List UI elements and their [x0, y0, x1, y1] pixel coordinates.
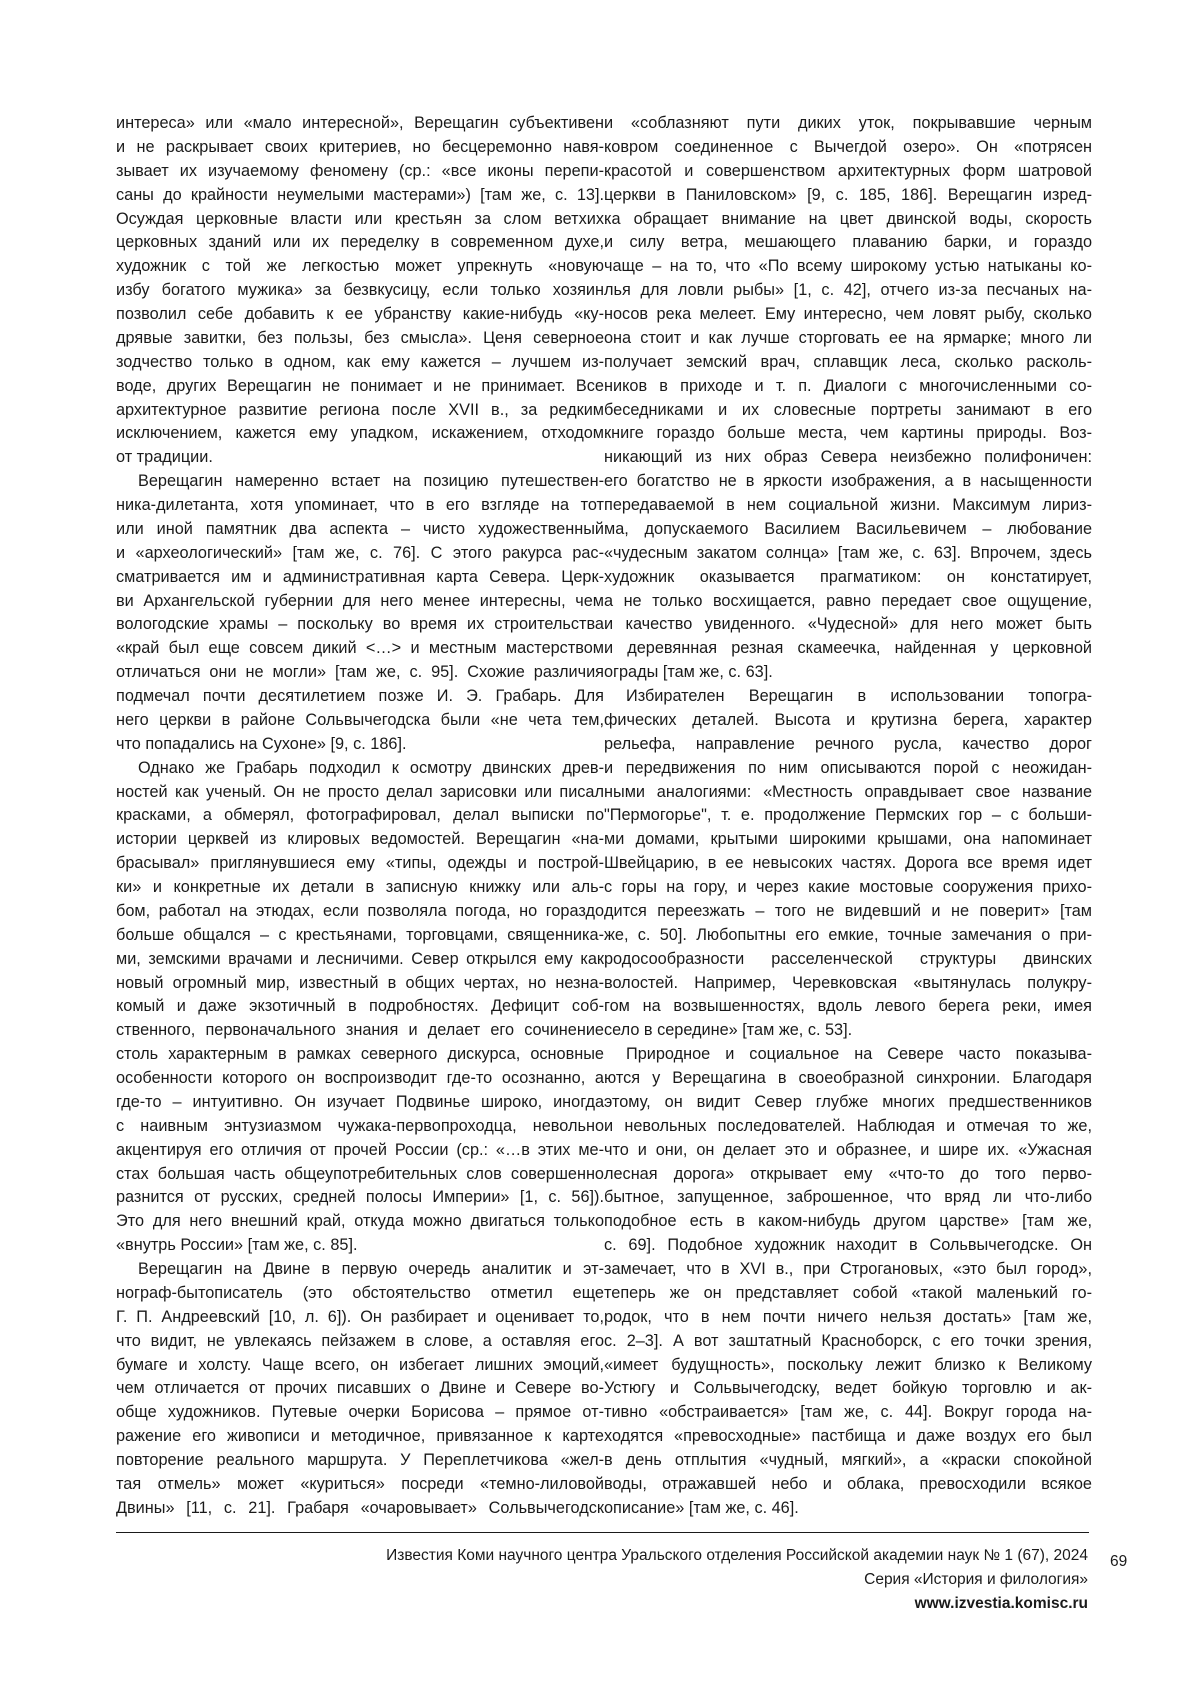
text-line: воды, отражавшей небо и облака, превосходили всякое — [604, 1474, 1092, 1493]
text-line: теперь же он представляет собой «такой маленький го- — [604, 1283, 1092, 1302]
text-line: ностей как ученый. Он не просто делал зарисовки или писал — [116, 782, 604, 801]
text-line: обще художников. Путевые очерки Борисова – прямое от- — [116, 1403, 604, 1422]
text-line: "Пермогорье", т. е. продолжение Пермских гор – с больши- — [604, 806, 1092, 825]
text-line: ственного, первоначального знания и делает его сочинение — [116, 1021, 604, 1040]
text-line: с. 69]. Подобное художник находит в Сольвычегодске. Он — [604, 1236, 1092, 1255]
text-line: вологодские храмы – поскольку во время их строительства — [116, 615, 604, 634]
text-line: ражение его живописи и методичное, привязанное к карте — [116, 1427, 604, 1446]
text-line: красотой и совершенством архитектурных форм шатровой — [604, 161, 1092, 180]
text-line: подобное есть в каком-нибудь другом царстве» [там же, — [604, 1212, 1092, 1231]
text-line: ма, допускаемого Василием Васильевичем – любование — [604, 519, 1092, 538]
text-line: от традиции. — [116, 448, 213, 467]
text-line: книге гораздо больше места, чем картины природы. Воз- — [604, 424, 1092, 443]
text-line: ви Архангельской губернии для него менее интересны, чем — [116, 591, 604, 610]
text-line: «чудесным закатом солнца» [там же, с. 63]. Впрочем, здесь — [604, 543, 1092, 562]
text-line: ников в приходе и т. п. Диалоги с многочисленными со- — [604, 376, 1092, 395]
text-line: ковром соединенное с Вычегдой озеро». Он «потрясен — [604, 137, 1092, 156]
text-line: Верещагин на Двине в первую очередь аналитик и эт- — [138, 1260, 604, 1278]
text-line: «внутрь России» [там же, с. 85]. — [116, 1236, 358, 1255]
footer-rule — [116, 1532, 1089, 1533]
text-line: описание» [там же, с. 46]. — [604, 1498, 799, 1517]
text-line: Г. П. Андреевский [10, л. 6]). Он разбирает и оценивает то, — [116, 1307, 604, 1326]
text-line: исключением, кажется ему упадком, искажением, отходом — [116, 424, 604, 443]
text-line: ходятся «превосходные» пастбища и даже воздух его был — [604, 1427, 1092, 1446]
text-line: и передвижения по ним описываются порой с неожидан- — [604, 758, 1092, 777]
text-line: с наивным энтузиазмом чужака-первопроходца, невольно — [116, 1116, 604, 1135]
text-line: получает земский врач, сплавщик леса, сколько расколь- — [604, 352, 1092, 371]
text-line: ки» и конкретные их детали в записную книжку или аль- — [116, 878, 604, 896]
text-line: передаваемой в нем социальной жизни. Максимум лириз- — [604, 496, 1092, 514]
text-line: рельефа, направление речного русла, качество дорог — [604, 734, 1092, 753]
text-line: Это для него внешний край, откуда можно двигаться только — [116, 1212, 604, 1231]
text-line: лесная дорога» открывает ему «что-то до того перво- — [604, 1164, 1092, 1183]
text-line: ника-дилетанта, хотя упоминает, что в его взгляде на тот — [116, 496, 604, 514]
page-number: 69 — [1110, 1553, 1128, 1570]
series-title: Серия «История и филология» — [864, 1571, 1088, 1588]
text-line: акцентируя его отличия от прочей России (ср.: «…в этих ме- — [116, 1140, 604, 1159]
text-line: Двины» [11, с. 21]. Грабаря «очаровывает» Сольвычегодск — [116, 1498, 604, 1517]
text-line: гом на возвышенностях, вдоль левого берега реки, имея — [604, 997, 1092, 1016]
text-line: брасывал» приглянувшиеся ему «типы, одежды и построй- — [116, 854, 604, 873]
text-line: истории церквей из клировых ведомостей. Верещагин «на- — [116, 830, 604, 849]
text-line: волостей. Например, Черевковская «вытянулась полукру- — [604, 973, 1092, 992]
journal-title: Известия Коми научного центра Уральского отделения Российской академии наук № 1 (67), 2024 — [386, 1547, 1088, 1564]
text-line: ными аналогиями: «Местность оправдывает свое название — [604, 782, 1092, 801]
text-line: что и они, он делает это и образнее, и шире их. «Ужасная — [604, 1140, 1092, 1159]
text-line: разнится от русских, средней полосы Империи» [1, с. 56]). — [116, 1188, 604, 1207]
text-column-left — [116, 112, 604, 1521]
text-line: с. 2–3]. А вот заштатный Красноборск, с его точки зрения, — [604, 1331, 1092, 1350]
text-line: бумаге и холсту. Чаще всего, он избегает лишних эмоций, — [116, 1355, 604, 1374]
text-column-right — [604, 112, 1092, 1521]
text-line: больше общался – с крестьянами, торговцами, священника- — [116, 925, 604, 944]
text-line: родосообразности расселенческой структуры двинских — [604, 949, 1092, 968]
text-line: с горы на гору, и через какие мостовые сооружения прихо- — [604, 878, 1092, 896]
text-line: отличаться они не могли» [там же, с. 95]. Схожие различия — [116, 663, 604, 682]
journal-url[interactable]: www.izvestia.komisc.ru — [914, 1595, 1088, 1612]
text-line: «край был еще совсем дикий <…> и местным мастерством — [116, 639, 604, 658]
text-line: же, с. 50]. Любопытны его емкие, точные замечания о при- — [604, 925, 1092, 944]
text-line: особенности которого он воспроизводит где-то осознанно, а — [116, 1069, 604, 1087]
text-line: художник оказывается прагматиком: он констатирует, — [604, 567, 1092, 586]
text-line: дрявые завитки, без пользы, без смысла». Ценя северное — [116, 328, 604, 347]
text-line: стах большая часть общеупотребительных слов совершенно — [116, 1164, 604, 1183]
text-line: повторение реального маршрута. У Переплетчикова «жел- — [116, 1451, 604, 1469]
text-line: беседниками и их словесные портреты занимают в его — [604, 400, 1092, 419]
text-line: ми домами, крытыми широкими крышами, она напоминает — [604, 830, 1092, 849]
text-line: Однако же Грабарь подходил к осмотру двинских древ- — [138, 758, 604, 777]
text-line: церкви в Паниловском» [9, с. 185, 186]. Верещагин изред- — [604, 185, 1092, 204]
text-line: его богатство не в яркости изображения, а в насыщенности — [604, 472, 1092, 491]
text-line: и качество увиденного. «Чудесной» для него может быть — [604, 615, 1092, 634]
text-line: Природное и социальное на Севере часто показыва- — [626, 1045, 1092, 1064]
text-line: чем отличается от прочих писавших о Двине и Севере во- — [116, 1379, 604, 1398]
text-line: позволил себе добавить к ее убранству какие-нибудь «ку- — [116, 305, 604, 323]
text-line: нограф-бытописатель (это обстоятельство отметил еще — [116, 1283, 604, 1302]
text-line: и деревянная резная скамеечка, найденная у церковной — [604, 639, 1092, 658]
text-line: избу богатого мужика» за безвкусицу, если только хозяин — [116, 281, 604, 300]
text-line: подмечал почти десятилетием позже И. Э. Грабарь. Для — [116, 687, 604, 705]
text-line: столь характерным в рамках северного дискурса, основные — [116, 1045, 604, 1064]
text-line: комый и даже экзотичный в подробностях. Дефицит соб- — [116, 997, 604, 1016]
text-line: замечает, что в XVI в., при Строгановых, «это был город», — [604, 1260, 1092, 1278]
text-line: лья для ловли рыбы» [1, с. 42], отчего из-за песчаных на- — [604, 281, 1092, 300]
text-line: воде, других Верещагин не понимает и не принимает. Все — [116, 376, 604, 395]
text-line: и не раскрывает своих критериев, но бесцеремонно навя- — [116, 137, 604, 156]
text-line: Верещагин намеренно встает на позицию путешествен- — [138, 472, 604, 491]
text-line: дится переезжать – того не видевший и не поверит» [там — [604, 901, 1092, 920]
text-line: Устюгу и Сольвычегодску, ведет бойкую торговлю и ак- — [604, 1379, 1092, 1398]
text-line: или иной памятник два аспекта – чисто художественный — [116, 519, 604, 538]
text-line: в день отплытия «чудный, мягкий», а «краски спокойной — [604, 1451, 1092, 1469]
text-line: она стоит и как лучше сторговать ее на ярмарке; много ли — [604, 328, 1092, 347]
text-line: архитектурное развитие региона после XVII в., за редким — [116, 400, 604, 419]
text-line: где-то – интуитивно. Он изучает Подвинье широко, иногда — [116, 1092, 604, 1111]
text-line: новый огромный мир, известный в общих чертах, но незна- — [116, 973, 604, 992]
text-line: село в середине» [там же, с. 53]. — [604, 1021, 853, 1040]
text-line: а не только восхищается, равно передает свое ощущение, — [604, 591, 1092, 610]
text-line: художник с той же легкостью может упрекнуть «новую — [116, 257, 604, 276]
text-line: красками, а обмерял, фотографировал, делал выписки по — [116, 806, 604, 825]
text-line: и «соблазняют пути диких уток, покрывавшие черным — [604, 114, 1092, 132]
text-line: и силу ветра, мешающего плаванию барки, и гораздо — [604, 233, 1092, 252]
text-line: тивно «обстраивается» [там же, с. 44]. Вокруг города на- — [604, 1403, 1092, 1422]
text-line: интереса» или «мало интересной», Верещагин субъективен — [116, 114, 604, 132]
text-line: ограды [там же, с. 63]. — [604, 663, 773, 682]
text-line: церковных зданий или их переделку в современном духе, — [116, 233, 604, 252]
text-line: бытное, запущенное, заброшенное, что вряд ли что-либо — [604, 1188, 1092, 1207]
text-line: родок, что в нем почти ничего нельзя достать» [там же, — [604, 1307, 1092, 1326]
text-line: тая отмель» может «куриться» посреди «темно-лиловой — [116, 1474, 604, 1493]
running-footer — [386, 1544, 1088, 1616]
text-line: ются у Верещагина в своеобразной синхронии. Благодаря — [604, 1069, 1092, 1087]
text-line: зодчество только в одном, как ему кажется – лучшем из- — [116, 352, 604, 371]
text-line: носов река мелеет. Ему интересно, чем ловят рыбу, сколько — [604, 305, 1092, 323]
text-line: Избирателен Верещагин в использовании топогра- — [626, 687, 1092, 705]
text-line: что видит, не увлекаясь пейзажем в слове, а оставляя его — [116, 1331, 604, 1350]
text-line: «имеет будущность», поскольку лежит близко к Великому — [604, 1355, 1092, 1374]
text-line: фических деталей. Высота и крутизна берега, характер — [604, 710, 1092, 729]
text-line: чаще – на то, что «По всему широкому устью натыканы ко- — [604, 257, 1092, 276]
text-line: и невольных последователей. Наблюдая и отмечая то же, — [604, 1116, 1092, 1135]
text-line: ми, земскими врачами и лесничими. Север открылся ему как — [116, 949, 604, 968]
text-line: сматривается им и административная карта Севера. Церк- — [116, 567, 604, 586]
text-line: что попадались на Сухоне» [9, с. 186]. — [116, 734, 407, 753]
text-line: зывает их изучаемому феномену (ср.: «все иконы перепи- — [116, 161, 604, 180]
text-line: и «археологический» [там же, с. 76]. С этого ракурса рас- — [116, 543, 604, 562]
text-line: Швейцарию, в ее невысоких частях. Дорога все время идет — [604, 854, 1092, 873]
text-line: бом, работал на этюдах, если позволяла погода, но гораздо — [116, 901, 604, 920]
text-line: ка обращает внимание на цвет двинской воды, скорость — [604, 209, 1092, 228]
text-line: Осуждая церковные власти или крестьян за слом ветхих — [116, 209, 604, 228]
text-line: саны до крайности неумелыми мастерами») [там же, с. 13]. — [116, 185, 604, 204]
text-line: него церкви в районе Сольвычегодска были «не чета тем, — [116, 710, 604, 729]
text-line: никающий из них образ Севера неизбежно полифоничен: — [604, 448, 1092, 467]
text-line: этому, он видит Север глубже многих предшественников — [604, 1092, 1092, 1111]
